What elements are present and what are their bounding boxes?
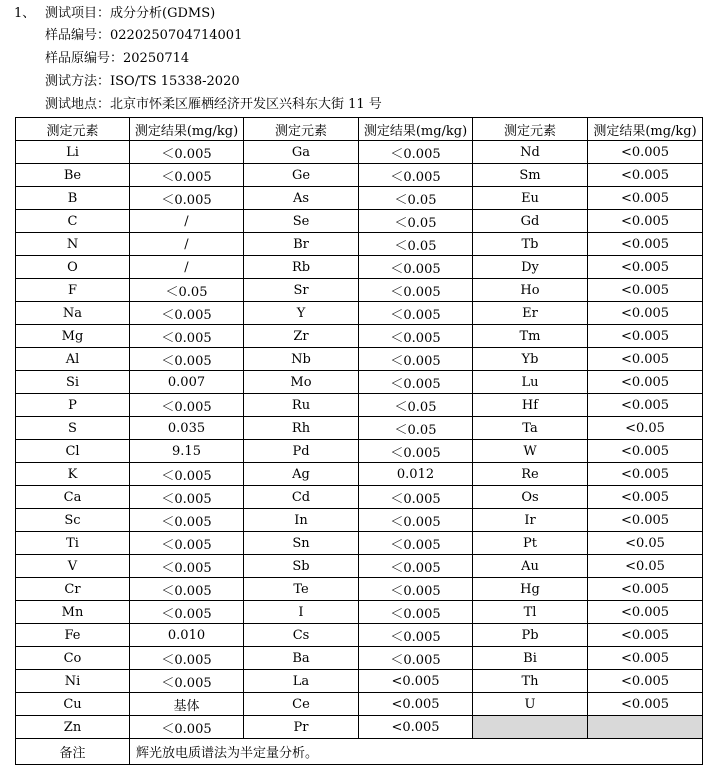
result-cell: ＜0.005 [130,348,244,371]
element-cell: Lu [473,371,588,394]
table-row [16,302,703,325]
result-cell: ＜0.005 [359,486,473,509]
element-cell: Au [473,555,588,578]
test-location: 测试地点：北京市怀柔区雁栖经济开发区兴科东大街 11 号 [45,97,382,112]
element-cell: Sb [244,555,359,578]
element-cell: Sr [244,279,359,302]
element-cell: Nb [244,348,359,371]
result-cell: ＜0.05 [130,279,244,302]
result-cell [588,716,703,739]
element-cell: Ag [244,463,359,486]
result-cell: <0.05 [588,417,703,440]
element-cell: I [244,601,359,624]
element-cell: Bi [473,647,588,670]
element-cell: Ta [473,417,588,440]
table-row [16,141,703,164]
result-cell: ＜0.005 [130,647,244,670]
element-cell: Tb [473,233,588,256]
element-cell: Cu [16,693,130,716]
result-cell: / [130,233,244,256]
result-cell: ＜0.005 [359,532,473,555]
element-cell: As [244,187,359,210]
result-cell: <0.005 [359,693,473,716]
result-cell: ＜0.005 [359,601,473,624]
element-cell: K [16,463,130,486]
element-cell: Ru [244,394,359,417]
element-cell: Pr [244,716,359,739]
table-row [16,187,703,210]
result-cell: 基体 [130,693,244,716]
test-item: 测试项目：成分分析(GDMS) [45,6,216,21]
element-cell: Mo [244,371,359,394]
result-cell: ＜0.005 [130,463,244,486]
table-row [16,532,703,555]
element-cell: Be [16,164,130,187]
header-result-2: 测定结果(mg/kg) [359,118,473,141]
element-cell: U [473,693,588,716]
result-cell: <0.005 [588,647,703,670]
table-row [16,417,703,440]
result-cell: ＜0.05 [359,210,473,233]
element-cell: Yb [473,348,588,371]
element-cell: Pt [473,532,588,555]
element-cell: Rh [244,417,359,440]
element-cell: Gd [473,210,588,233]
result-cell: ＜0.005 [359,440,473,463]
result-cell: <0.005 [588,233,703,256]
result-cell: <0.005 [588,302,703,325]
element-cell: Re [473,463,588,486]
result-cell: <0.005 [588,670,703,693]
element-cell: Y [244,302,359,325]
table-row [16,693,703,716]
result-cell: ＜0.005 [130,509,244,532]
result-cell: ＜0.005 [359,279,473,302]
result-cell: ＜0.005 [359,325,473,348]
result-cell: ＜0.05 [359,233,473,256]
result-cell: <0.005 [588,463,703,486]
element-cell: In [244,509,359,532]
header-element-3: 测定元素 [473,118,588,141]
element-cell: Tl [473,601,588,624]
result-cell: 0.035 [130,417,244,440]
table-header-row [16,118,703,141]
result-cell: ＜0.005 [359,555,473,578]
result-cell: <0.005 [588,601,703,624]
table-row [16,624,703,647]
element-cell: Ga [244,141,359,164]
result-cell: ＜0.005 [359,371,473,394]
result-cell: <0.005 [359,716,473,739]
result-cell: ＜0.005 [130,302,244,325]
remark-label: 备注 [16,739,130,765]
table-row [16,509,703,532]
element-cell: Ba [244,647,359,670]
result-cell: ＜0.005 [359,624,473,647]
element-cell: C [16,210,130,233]
result-cell: ＜0.005 [130,716,244,739]
header-element-2: 测定元素 [244,118,359,141]
result-cell: <0.005 [588,141,703,164]
element-cell: O [16,256,130,279]
result-cell: ＜0.005 [359,578,473,601]
element-cell: Cl [16,440,130,463]
table-row [16,279,703,302]
element-cell: Hg [473,578,588,601]
table-row [16,670,703,693]
element-cell: Ce [244,693,359,716]
result-cell: ＜0.005 [130,578,244,601]
result-cell: <0.005 [588,348,703,371]
results-table [15,117,703,765]
element-cell: S [16,417,130,440]
element-cell: Fe [16,624,130,647]
element-cell: Br [244,233,359,256]
result-cell: <0.005 [588,486,703,509]
element-cell: Co [16,647,130,670]
element-cell: Mg [16,325,130,348]
header-result-1: 测定结果(mg/kg) [130,118,244,141]
result-cell: <0.05 [588,555,703,578]
element-cell: Si [16,371,130,394]
table-body [16,141,703,739]
result-cell: ＜0.005 [130,601,244,624]
result-cell: ＜0.005 [130,670,244,693]
result-cell: <0.005 [588,187,703,210]
result-cell: <0.005 [588,279,703,302]
table-row [16,647,703,670]
remark-row [16,739,703,765]
element-cell [473,716,588,739]
result-cell: ＜0.05 [359,417,473,440]
result-cell: ＜0.005 [359,348,473,371]
result-cell: 0.007 [130,371,244,394]
element-cell: Ge [244,164,359,187]
result-cell: 9.15 [130,440,244,463]
result-cell: ＜0.05 [359,187,473,210]
result-cell: <0.005 [588,210,703,233]
result-cell: <0.005 [588,256,703,279]
result-cell: <0.005 [588,440,703,463]
element-cell: Er [473,302,588,325]
result-cell: 0.010 [130,624,244,647]
table-row [16,601,703,624]
element-cell: Nd [473,141,588,164]
element-cell: Dy [473,256,588,279]
result-cell: ＜0.005 [130,141,244,164]
table-row [16,164,703,187]
result-cell: <0.005 [588,624,703,647]
header-element-1: 测定元素 [16,118,130,141]
result-cell: ＜0.005 [359,256,473,279]
result-cell: ＜0.005 [130,486,244,509]
result-cell: ＜0.005 [359,509,473,532]
element-cell: Cr [16,578,130,601]
element-cell: Hf [473,394,588,417]
element-cell: Ca [16,486,130,509]
element-cell: Li [16,141,130,164]
table-row [16,463,703,486]
section-number: 1、 [14,6,36,21]
element-cell: Ti [16,532,130,555]
result-cell: ＜0.005 [359,164,473,187]
result-cell: <0.005 [359,670,473,693]
result-cell: <0.005 [588,325,703,348]
element-cell: Sc [16,509,130,532]
original-sample-number: 样品原编号：20250714 [45,51,190,66]
element-cell: Zn [16,716,130,739]
element-cell: Pd [244,440,359,463]
element-cell: Pb [473,624,588,647]
result-cell: 0.012 [359,463,473,486]
element-cell: Rb [244,256,359,279]
result-cell: <0.005 [588,578,703,601]
result-cell: <0.005 [588,394,703,417]
element-cell: Os [473,486,588,509]
table-row [16,233,703,256]
element-cell: Te [244,578,359,601]
result-cell: ＜0.005 [130,394,244,417]
element-cell: La [244,670,359,693]
table-row [16,348,703,371]
table-row [16,440,703,463]
element-cell: Se [244,210,359,233]
result-cell: ＜0.005 [130,325,244,348]
element-cell: Cs [244,624,359,647]
result-cell: <0.005 [588,693,703,716]
result-cell: / [130,210,244,233]
element-cell: P [16,394,130,417]
table-row [16,555,703,578]
table-row [16,486,703,509]
element-cell: Ni [16,670,130,693]
element-cell: W [473,440,588,463]
test-method: 测试方法：ISO/TS 15338-2020 [45,74,240,89]
element-cell: B [16,187,130,210]
result-cell: ＜0.005 [130,187,244,210]
table-row [16,371,703,394]
header-result-3: 测定结果(mg/kg) [588,118,703,141]
element-cell: Eu [473,187,588,210]
element-cell: Na [16,302,130,325]
table-row [16,578,703,601]
element-cell: N [16,233,130,256]
element-cell: V [16,555,130,578]
element-cell: Th [473,670,588,693]
element-cell: Tm [473,325,588,348]
table-row [16,325,703,348]
remark-text: 辉光放电质谱法为半定量分析。 [130,739,703,765]
result-cell: ＜0.005 [130,532,244,555]
element-cell: Ho [473,279,588,302]
element-cell: Cd [244,486,359,509]
result-cell: ＜0.005 [359,302,473,325]
result-cell: / [130,256,244,279]
table-row [16,210,703,233]
table-row [16,394,703,417]
result-cell: ＜0.05 [359,394,473,417]
element-cell: Sm [473,164,588,187]
element-cell: Zr [244,325,359,348]
result-cell: ＜0.005 [130,164,244,187]
result-cell: <0.005 [588,371,703,394]
element-cell: Al [16,348,130,371]
element-cell: Sn [244,532,359,555]
result-cell: <0.005 [588,164,703,187]
table-row [16,716,703,739]
element-cell: Ir [473,509,588,532]
result-cell: ＜0.005 [359,141,473,164]
sample-number: 样品编号：022025070471400​1 [45,28,243,43]
result-cell: ＜0.005 [130,555,244,578]
table-row [16,256,703,279]
result-cell: <0.05 [588,532,703,555]
result-cell: ＜0.005 [359,647,473,670]
element-cell: Mn [16,601,130,624]
result-cell: <0.005 [588,509,703,532]
element-cell: F [16,279,130,302]
